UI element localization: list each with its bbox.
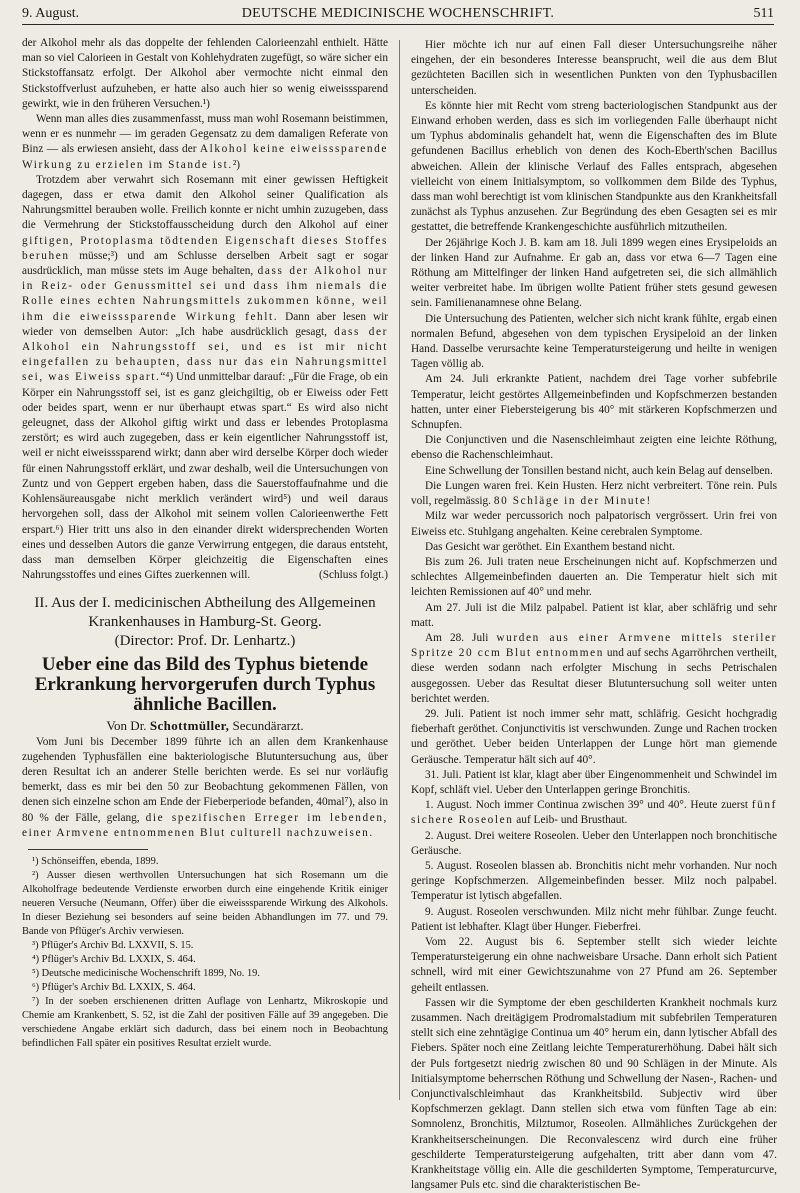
header-date: 9. August. <box>22 6 80 21</box>
paragraph <box>22 173 388 583</box>
header-journal-title: DEUTSCHE MEDICINISCHE WOCHENSCHRIFT. <box>241 6 555 21</box>
footnote: ⁷) In der soeben erschienenen dritten Auflage von Lenhartz, Mikroskopie und Chemie am Krankenbett, S. 52, ist die Zahl der positiven Fälle auf 39 angegeben. Die verschiedene Angabe erklärt sich dadurch, dass bei einem noch in Beobachtung befindlichen Fall später ein positives Resultat erzielt wurde. <box>22 995 388 1049</box>
text-run: Wenn man alles dies zusammenfasst, muss man wohl Rosemann beistimmen, wenn er es nunmehr — im geraden Gegensatz zu dem damaligen Referate von Binz — als erwiesen ansieht, dass der <box>22 113 388 156</box>
paragraph: 9. August. Roseolen verschwunden. Milz nicht mehr fühlbar. Zunge feucht. Patient ist lebhafter. Klagt über Hunger. Fieberfrei. <box>411 905 777 933</box>
article-title: Ueber eine das Bild des Typhus bietende Erkrankung hervorgerufen durch Typhus ähnliche Bacillen. <box>34 653 376 715</box>
left-column <box>22 36 388 1051</box>
spaced-emphasis: fünf sichere Roseolen <box>411 799 777 827</box>
text-run: “⁴) Und unmittelbar darauf: „Für die Frage, ob ein Körper ein Nahrungsstoff sei, ist es ganz gleichgiltig, ob er Eiweiss oder Fett oder beides spart, wenn er nur überhaupt etwas spart.“ Es wird also nicht geleugnet, dass der Alkohol giftig wirkt und dass er lebendes Protoplasma zerstört; es wird auch zugegeben, dass er kein eigentlicher Nahrungsstoff ist, weil er nicht eiweisssparend wirkt; dann aber wird derselbe Körper doch wieder für einen Nahrungsstoff erklärt, und zwar deshalb, weil die Untersuchungen von Zuntz und von Geppert ergeben haben, dass die Sauerstoffaufnahme und die Kohlensäureausgabe nicht merklich verändert wird⁵) und weil daraus hervorgehen soll, dass der Alkohol mit seinem vollen Calorieenwerthe Fett erspart.⁶) Hier tritt uns also in den einander direkt widersprechenden Worten eines und desselben Autors die ganze Verwirrung entgegen, die daraus entsteht, dass man demselben Körper gleichzeitig die Eigenschaften eines Nahrungsstoffes und eines Giftes zuerkennen will. <box>22 371 388 582</box>
text-run: Trotzdem aber verwahrt sich Rosemann mit einer gewissen Heftigkeit dagegen, dass er etwa damit den Alkohol seiner Qualification als Nahrungsmittel berauben wolle. Freilich konnte er nicht umhin zuzugeben, dass die Vermehrung der Stickstoffausscheidung durch den Alkohol auf einer <box>22 173 388 232</box>
text-run: auf Leib- und Brusthaut. <box>516 814 628 827</box>
spaced-emphasis: 80 Schläge in der Minute! <box>493 495 652 508</box>
right-column <box>411 38 777 1193</box>
paragraph: 31. Juli. Patient ist klar, klagt aber über Eingenommenheit und Schwindel im Kopf, schläft viel. Ueber den Unterlappen geringe Bronchitis. <box>411 768 777 796</box>
footnote: ³) Pflüger's Archiv Bd. LXXVII, S. 15. <box>32 939 194 951</box>
article-author <box>22 717 388 735</box>
paragraph: Vom 22. August bis 6. September stellt sich wieder leichte Temperatursteigerung ein ohne nachweisbare Ursache. Dann erholt sich Patient schnell, wird mit einer Gewichtszunahme von 27 Pfund am 26. September geheilt entlassen. <box>411 935 777 994</box>
author-name: Schottmüller, <box>149 717 230 733</box>
header-page-number: 511 <box>753 6 774 21</box>
paragraph <box>411 798 777 828</box>
footnote: ¹) Schönseiffen, ebenda, 1899. <box>32 855 159 867</box>
text-run: müsse;³) und am Schlusse derselben Arbeit sagt er sogar ausdrücklich, man müsse stets im Auge behalten, <box>22 249 388 278</box>
paragraph: der Alkohol mehr als das doppelte der fehlenden Calorieenzahl enthielt. Hätte man so viel Calorieen in Gestalt von Kohlehydraten zugefügt, so wäre sicher ein Stickstoffansatz erfolgt. Der Alkohol aber vermochte nicht einmal den Stickstoffverlust aufzuheben, er hatte also auch hier so wenig eiweisssparend gewirkt, wie in den früheren Versuchen.¹) <box>22 37 388 110</box>
text-run: Dann aber lesen wir wieder von demselben Autor: „Ich habe ausdrücklich gesagt, <box>22 310 389 338</box>
paragraph: Eine Schwellung der Tonsillen bestand nicht, auch kein Belag auf denselben. <box>425 464 773 477</box>
paragraph: 2. August. Drei weitere Roseolen. Ueber den Unterlappen noch bronchitische Geräusche. <box>411 829 777 857</box>
paragraph <box>22 112 388 173</box>
paragraph: Am 27. Juli ist die Milz palpabel. Patient ist klar, aber schläfrig und sehr matt. <box>411 601 777 629</box>
footnote-ref: ²) <box>232 158 240 171</box>
spaced-emphasis: giftigen, Protoplasma tödtenden Eigenschaft dieses Stoffes beruhen <box>22 234 388 262</box>
text-run: Am 28. Juli <box>425 631 489 644</box>
paragraph: Hier möchte ich nur auf einen Fall dieser Untersuchungsreihe näher eingehen, der ein besonderes Interesse beansprucht, weil die aus dem Blut gezüchteten Bacillen sich in wesentlichen Punkten von den Typhusbacillen unterscheiden. <box>411 39 777 97</box>
paragraph: 29. Juli. Patient ist noch immer sehr matt, schläfrig. Gesicht hochgradig fieberhaft geröthet. Conjunctivitis ist verschwunden. Zunge und Rachen trocken und geröthet. Ueber beiden Unterlappen der Lunge hört man giemende Geräusche. Temperatur hält sich auf 40°. <box>411 707 777 766</box>
paragraph: Der 26jährige Koch J. B. kam am 18. Juli 1899 wegen eines Erysipeloids an der linken Hand zur Aufnahme. Er gab an, dass vor etwa 6—7 Tagen eine Röthung am Mittelfinger der linken Hand aufgetreten sei, die sich allmählich weiter verbreitet habe. Im übrigen wollte Patient früher stets gesund gewesen sein. Familienanamnese ohne Belang. <box>411 236 777 310</box>
paragraph <box>411 631 777 707</box>
author-role: Secundärarzt. <box>232 717 304 733</box>
paragraph: Milz war weder percussorich noch palpatorisch vergrössert. Urin frei von Eiweiss etc. Stuhlgang angehalten. Keine cerebralen Symptome. <box>411 510 777 538</box>
text-run: Vom Juni bis December 1899 führte ich an allen dem Krankenhause zugehenden Typhusfällen eine bakteriologische Blutuntersuchung aus, über deren Resultat ich an anderer Stelle berichten werde. Es sei nur vorläufig bemerkt, dass es mir bei den 50 zur Beobachtung gekommenen Fällen, von denen sich einzelne schon am Ende der Fieberperiode befanden, 40mal⁷), also in 80 % der Fälle, gelang, <box>22 735 388 824</box>
paragraph: Die Conjunctiven und die Nasenschleimhaut zeigten eine leichte Röthung, ebenso die Rachenschleimhaut. <box>411 434 777 462</box>
paragraph <box>411 479 777 509</box>
text-run: und auf sechs Agarröhrchen vertheilt, diese werden sodann nach erfolgter Mischung in sechs Petrischalen ausgegossen. Ueber das Resultat dieser Blutuntersuchung soll weiter unten berichtet werden. <box>411 647 777 705</box>
spaced-emphasis: Alkohol keine eiweisssparende Wirkung zu erzielen im Stande ist. <box>22 143 388 171</box>
footnotes <box>22 855 388 1051</box>
continued-note: (Schluss folgt.) <box>318 569 388 582</box>
footnote: ⁴) Pflüger's Archiv Bd. LXXIX, S. 464. <box>32 953 196 965</box>
footnote: ⁶) Pflüger's Archiv Bd. LXXIX, S. 464. <box>32 981 196 993</box>
column-divider <box>399 40 400 1100</box>
paragraph: Das Gesicht war geröthet. Ein Exanthem bestand nicht. <box>425 540 676 553</box>
paragraph: Es könnte hier mit Recht vom streng bacteriologischen Standpunkt aus der Einwand erhoben werden, dass es sich im vorliegenden Falle überhaupt nicht um Typhus abdominalis gehandelt hat, wenn die Eigenschaften des im Blute gefundenen Bacillus erheblich von denen des Koch-Eberth'schen Bacillus abweichen. Allein der klinische Verlauf des Falles entsprach, abgesehen vielleicht von einem Initialsymptom, so vollkommen dem Bilde des Typhus, dass man wohl berechtigt ist vom klinischen Standpunkte aus den Krankheitsfall zunächst als Typhus anzusehen. Zur Begründung des eben Gesagten sei es mir gestattet, die betreffende Krankengeschichte ausführlich mitzutheilen. <box>411 99 777 234</box>
paragraph: Am 24. Juli erkrankte Patient, nachdem drei Tage vorher subfebrile Temperatur, leicht gestörtes Allgemeinbefinden und Kopfschmerzen bestanden hatten, unter einer Fiebersteigerung bis 40° mit stärkeren Kopfschmerzen und Schnupfen. <box>411 373 777 432</box>
spaced-emphasis: dass der Alkohol nur in Reiz- oder Genussmittel sei und dass ihm niemals die Rolle eines echten Nahrungsmittels zukommen könne, weil ihm die eiweisssparende Wirkung fehlt. <box>22 265 388 323</box>
section-heading-line: (Director: Prof. Dr. Lenhartz.) <box>114 632 296 649</box>
section-heading-line: Krankenhauses in Hamburg-St. Georg. <box>88 613 322 630</box>
spaced-emphasis: die spezifischen Erreger im lebenden, einer Armvene entnommenen Blut culturell nachzuweisen. <box>22 811 388 839</box>
section-heading-line: II. Aus der I. medicinischen Abtheilung des Allgemeinen <box>34 594 376 611</box>
paragraph: Die Untersuchung des Patienten, welcher sich nicht krank fühlte, ergab einen normalen Befund, abgesehen von dem typischen Erysipeloid an der linken Hand. Dasselbe verursachte keine Temperatursteigerung und heilte in wenigen Tagen völlig ab. <box>411 312 777 371</box>
paragraph: Bis zum 26. Juli traten neue Erscheinungen nicht auf. Kopfschmerzen und schlechtes Allgemeinbefinden dauerten an. Die Temperatur hielt sich mit leichten Remissionen auf 40° und mehr. <box>411 555 777 599</box>
paragraph: Fassen wir die Symptome der eben geschilderten Krankheit nochmals kurz zusammen. Nach dreitägigem Prodromalstadium mit subfebrilen Temperaturen stellt sich eine zehntägige Continua um 40° herum ein, dann lytischer Abfall des Fiebers. Später noch eine Zeitlang leichte Temperaturerhöhung. Dabei hält sich der Puls fortgesetzt niedrig zwischen 80 und 90 Schlägen in der Minute. Als Initialsymptome beherrschen Röthung und Schwellung der Nasen-, Rachen- und Conjunctivalschleimhaut das Krankheitsbild. Subjectiv wird über Kopfschmerzen geklagt. Dann stellen sich etwa vom fünften Tage ab ein: Somnolenz, Bronchitis, Milztumor, Roseolen. Allmähliches Zurückgehen der Krankheitserscheinungen. Die Reconvalescenz wird durch eine früher geschilderte Temperatursteigerung aufgehalten, tritt aber dann vom 47. Krankheitstage völlig ein. Alle die geschilderten Symptome, Temperaturcurve, langsamer Puls etc. sind die charakteristischen Be- <box>411 996 777 1192</box>
paragraph: 5. August. Roseolen blassen ab. Bronchitis nicht mehr vorhanden. Nur noch geringe Kopfschmerzen. Allgemeinbefinden besser. Milz noch palpabel. Temperatur ist lytisch abgefallen. <box>411 859 777 903</box>
text-run: 1. August. Noch immer Continua zwischen 39° und 40°. Heute zuerst <box>425 799 749 812</box>
spaced-emphasis: dass der Alkohol ein Nahrungsstoff sei, und es ist mir nicht eingefallen zu behaupten, dass nur das ein Nahrungsmittel sei, was Eiweiss spart. <box>22 325 388 384</box>
text-run: Die Lungen waren frei. Kein Husten. Herz nicht verbreitert. Töne rein. Puls voll, regelmässig. <box>411 479 777 508</box>
page-header <box>22 4 774 25</box>
spaced-emphasis: wurden aus einer Armvene mittels steriler Spritze 20 ccm Blut entnommen <box>411 631 778 660</box>
footnote: ²) Ausser diesen werthvollen Untersuchungen hat sich Rosemann um die Alkoholfrage bedeutende Verdienste erworben durch eine eingehende Kritik einiger neueren Versuche (Neumann, Offer) über die eiweisssparende Wirkung des Alkohols. In dieser Beziehung sei besonders auf seine beiden Abhandlungen im 77. und 79. Bande von Pflüger's Archiv verwiesen. <box>22 869 388 937</box>
paragraph <box>22 735 388 841</box>
footnote-separator <box>28 849 148 850</box>
footnote: ⁵) Deutsche medicinische Wochenschrift 1899, No. 19. <box>32 967 260 979</box>
section-heading <box>22 594 388 651</box>
author-prefix: Von Dr. <box>106 717 147 733</box>
